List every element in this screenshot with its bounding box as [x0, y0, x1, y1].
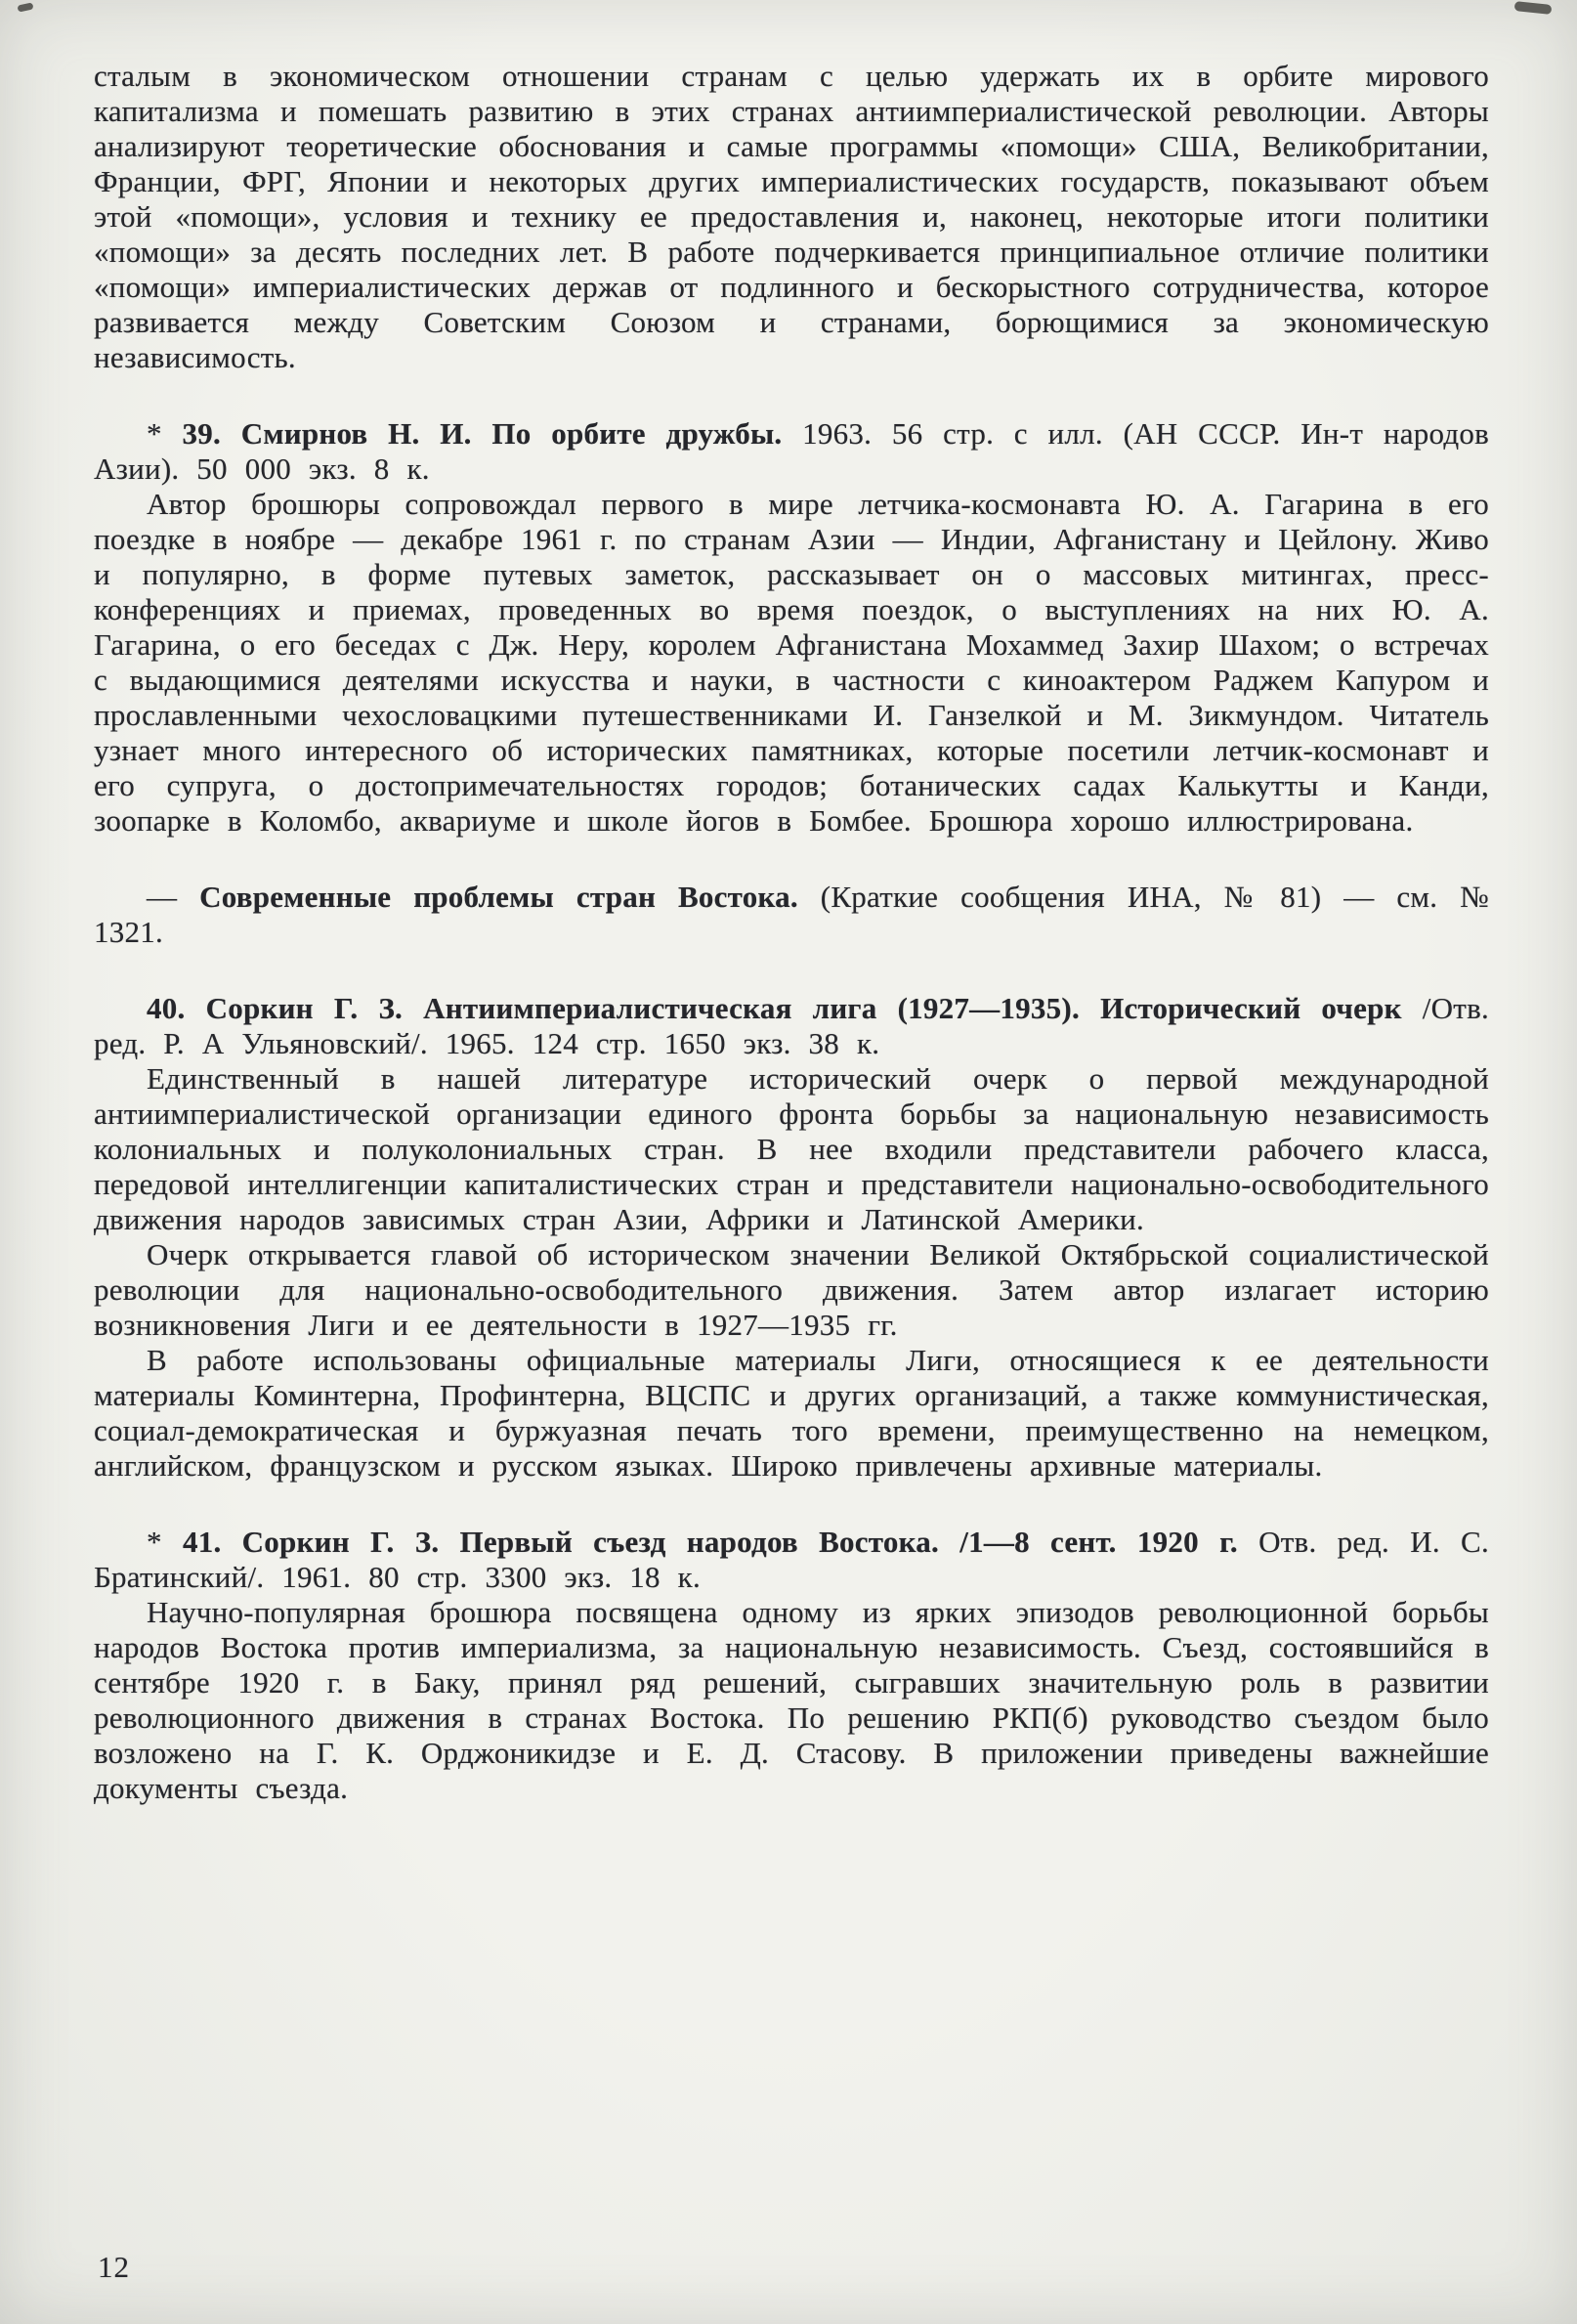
entry-heading-41 — [94, 1525, 1489, 1595]
paragraph-entry-40-annotation-structure: Очерк открывается главой об историческом значении Великой Октябрьской социалистической революции для национально-освободительного движения. Затем автор излагает историю возникновения Лиги и ее деятельности в 1927—1935 гг. — [94, 1237, 1489, 1342]
entry-41-imprint: Отв. ред. И. С. Братинский/. 1961. 80 стр. 3300 экз. 18 к. — [94, 1525, 1489, 1594]
paragraph-continuation: сталым в экономическом отношении странам с целью удержать их в орбите мирового капитализма и помешать развитию в этих странах антиимпериалистической революции. Авторы анализируют теоретические обоснования и самые программы «помощи» США, Великобритании, Франции, ФРГ, Японии и некоторых других империалистических государств, показывают объем этой «помощи», условия и технику ее предоставления и, наконец, некоторые итоги политики «помощи» за десять последних лет. В работе подчеркивается принципиальное отличие политики «помощи» империалистических держав от подлинного и бескорыстного сотрудничества, которое развивается между Советским Союзом и странами, борющимися за экономическую независимость. — [94, 59, 1489, 374]
entry-39-title: 39. Смирнов Н. И. По орбите дружбы. — [182, 416, 783, 451]
scan-artifact-top-left — [17, 2, 33, 12]
entry-39-marker: * — [147, 416, 183, 451]
paragraph-entry-41-annotation: Научно-популярная брошюра посвящена одному из ярких эпизодов революционной борьбы народов Востока против империализма, за национальную независимость. Съезд, состоявшийся в сентябре 1920 г. в Баку, принял ряд решений, сыгравших значительную роль в развитии революционного движения в странах Востока. По решению РКП(б) руководство съездом было возложено на Г. К. Орджоникидзе и Е. Д. Стасову. В приложении приведены важнейшие документы съезда. — [94, 1595, 1489, 1805]
entry-39-imprint: 1963. 56 стр. с илл. (АН СССР. Ин-т народов Азии). 50 000 экз. 8 к. — [94, 416, 1489, 486]
entry-40-imprint: /Отв. ред. Р. А Ульяновский/. 1965. 124 стр. 1650 экз. 38 к. — [94, 991, 1489, 1060]
crossref-details: (Краткие сообщения ИНА, № 81) — см. № 1321. — [94, 880, 1489, 949]
entry-41-title: 41. Соркин Г. З. Первый съезд народов Востока. /1—8 сент. 1920 г. — [182, 1525, 1238, 1559]
entry-heading-40 — [94, 991, 1489, 1061]
paragraph-entry-40-annotation-sources: В работе использованы официальные материалы Лиги, относящиеся к ее деятельности материалы Коминтерна, Профинтерна, ВЦСПС и других организаций, а также коммунистическая, социал-демократическая и буржуазная печать того времени, преимущественно на немецком, английском, французском и русском языках. Широко привлечены архивные материалы. — [94, 1343, 1489, 1483]
entry-41-marker: * — [147, 1525, 183, 1559]
entry-heading-39 — [94, 416, 1489, 487]
paragraph-entry-39-annotation: Автор брошюры сопровождал первого в мире летчика-космонавта Ю. А. Гагарина в его поездке в ноябре — декабре 1961 г. по странам Азии — Индии, Афганистану и Цейлону. Живо и популярно, в форме путевых заметок, рассказывает он о массовых митингах, пресс-конференциях и приемах, проведенных во время поездок, о выступлениях на них Ю. А. Гагарина, о его беседах с Дж. Неру, королем Афганистана Мохаммед Захир Шахом; о встречах с выдающимися деятелями искусства и науки, в частности с киноактером Раджем Капуром и прославленными чехословацкими путешественниками И. Ганзелкой и М. Зикмундом. Читатель узнает много интересного об исторических памятниках, которые посетили летчик-космонавт и его супруга, о достопримечательностях городов; ботанических садах Калькутты и Канди, зоопарке в Коломбо, аквариуме и школе йогов в Бомбее. Брошюра хорошо иллюстрирована. — [94, 487, 1489, 838]
crossref-entry — [94, 880, 1489, 950]
crossref-marker: — — [147, 880, 200, 914]
scan-artifact-top-right — [1514, 1, 1553, 15]
paragraph-entry-40-annotation-overview: Единственный в нашей литературе исторический очерк о первой международной антиимпериалистической организации единого фронта борьбы за национальную независимость колониальных и полуколониальных стран. В нее входили представители рабочего класса, передовой интеллигенции капиталистических стран и представители национально-освободительного движения народов зависимых стран Азии, Африки и Латинской Америки. — [94, 1061, 1489, 1236]
page-text-column — [94, 59, 1489, 1806]
entry-40-title: 40. Соркин Г. З. Антиимпериалистическая лига (1927—1935). Исторический очерк — [147, 991, 1402, 1025]
page-number: 12 — [98, 2250, 130, 2284]
crossref-title: Современные проблемы стран Востока. — [199, 880, 798, 914]
